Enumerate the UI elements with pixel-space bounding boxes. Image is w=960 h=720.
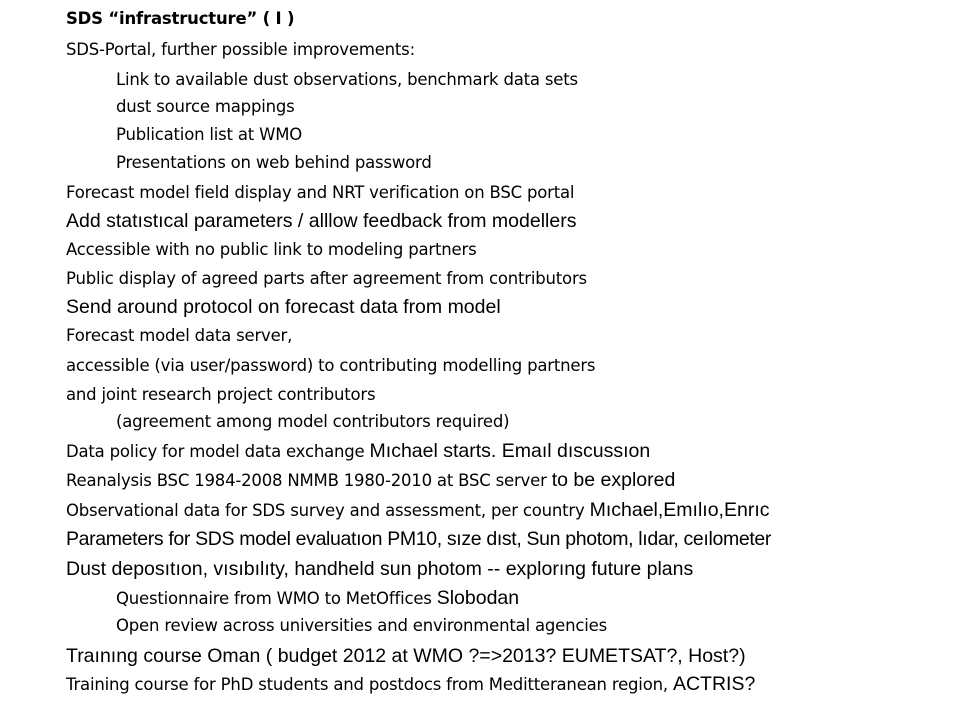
- text-segment: Data policy for model data exchange: [66, 442, 370, 461]
- text-segment: Questionnaire from WMO to MetOffices: [116, 589, 437, 608]
- slide-title: SDS “infrastructure” ( I ): [66, 9, 295, 28]
- text-line: Parameters for SDS model evaluatıon PM10, sıze dıst, Sun photom, lıdar, ceılometer: [66, 528, 772, 550]
- note-segment: to be explored: [551, 469, 676, 491]
- text-line: [116, 588, 519, 609]
- text-line: Open review across universities and environmental agencies: [116, 616, 607, 635]
- text-line: (agreement among model contributors required): [116, 412, 510, 431]
- text-segment: Training course for PhD students and postdocs from Meditteranean region,: [66, 675, 673, 694]
- text-line: Accessible with no public link to modeling partners: [66, 240, 477, 259]
- text-line: Public display of agreed parts after agreement from contributors: [66, 269, 587, 288]
- text-line: [66, 674, 755, 695]
- text-line: Dust deposıtıon, vısıbılıty, handheld sun photom -- explorıng future plans: [66, 558, 694, 580]
- text-line: Publication list at WMO: [116, 125, 303, 144]
- text-line: Link to available dust observations, benchmark data sets: [116, 70, 578, 89]
- text-line: SDS-Portal, further possible improvements:: [66, 40, 415, 59]
- text-line: Presentations on web behind password: [116, 153, 432, 172]
- text-line: dust source mappings: [116, 97, 295, 116]
- text-line: [66, 470, 675, 491]
- text-line: [66, 500, 769, 521]
- text-line: Traınıng course Oman ( budget 2012 at WMO ?=>2013? EUMETSAT?, Host?): [66, 645, 746, 667]
- text-line: Forecast model field display and NRT verification on BSC portal: [66, 183, 575, 202]
- text-line: accessible (via user/password) to contributing modelling partners: [66, 356, 596, 375]
- note-segment: ACTRIS?: [672, 673, 756, 695]
- text-line: Add statıstıcal parameters / alllow feedback from modellers: [66, 210, 577, 232]
- note-segment: Mıchael starts. Emaıl dıscussıon: [369, 440, 651, 462]
- text-line: Forecast model data server,: [66, 326, 293, 345]
- note-segment: Slobodan: [436, 587, 520, 609]
- note-segment: Mıchael,Emılıo,Enrıc: [589, 499, 770, 521]
- text-line: and joint research project contributors: [66, 385, 376, 404]
- text-line: [66, 441, 650, 462]
- text-segment: Observational data for SDS survey and assessment, per country: [66, 501, 590, 520]
- text-line: Send around protocol on forecast data from model: [66, 296, 501, 318]
- text-segment: Reanalysis BSC 1984-2008 NMMB 1980-2010 at BSC server: [66, 471, 552, 490]
